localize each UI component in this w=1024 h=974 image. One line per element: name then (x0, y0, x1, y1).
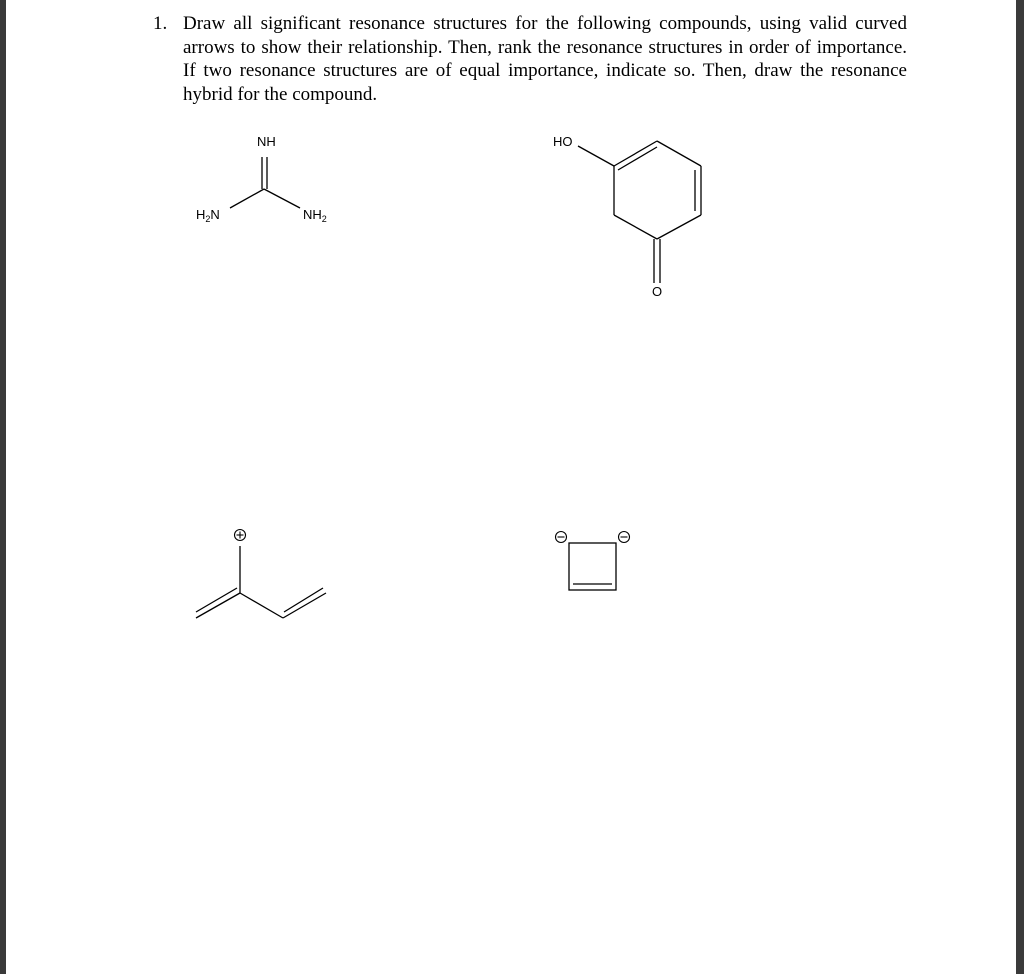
h2n-label: $H_2N$ (196, 207, 220, 224)
nh2-label: $NH_2$ (303, 207, 327, 224)
question-text: Draw all significant resonance structures for the following compounds, using valid curved arrows to show their relationship. Then, rank the resonance structures in order of importance. If two resonance structures are of equal importance, indicate so. Then, draw the resonance hybrid for the compound. (183, 13, 907, 105)
structure-allylic-cation (196, 546, 326, 618)
oh-bond (578, 146, 614, 166)
ring-bond-1 (614, 141, 657, 166)
minus-charge-icon-right (619, 532, 630, 543)
central-single-bond (240, 593, 283, 618)
ring-bond-1-double (618, 147, 657, 170)
ring-bond-2 (657, 141, 701, 166)
question-number: 1. (153, 13, 168, 34)
structure-guanidine (230, 157, 300, 208)
bond-left-n (230, 189, 264, 208)
cyclobutene-ring (569, 543, 616, 590)
vinyl-double-bond-inner (284, 588, 323, 612)
terminal-double-bond (196, 593, 240, 618)
plus-charge-icon (235, 530, 246, 541)
vinyl-double-bond (283, 593, 326, 618)
terminal-double-bond-inner (196, 588, 237, 612)
ring-bond-5 (614, 215, 657, 239)
minus-charge-icon-left (556, 532, 567, 543)
structure-cyclobutene-dianion (569, 543, 616, 590)
bond-right-n (264, 189, 300, 208)
ring-bond-4 (657, 215, 701, 239)
nh-label: NH (257, 134, 276, 149)
structure-hydroxy-cyclohexadienone (578, 141, 701, 283)
ho-label: HO (553, 134, 573, 149)
o-label: O (652, 284, 663, 299)
